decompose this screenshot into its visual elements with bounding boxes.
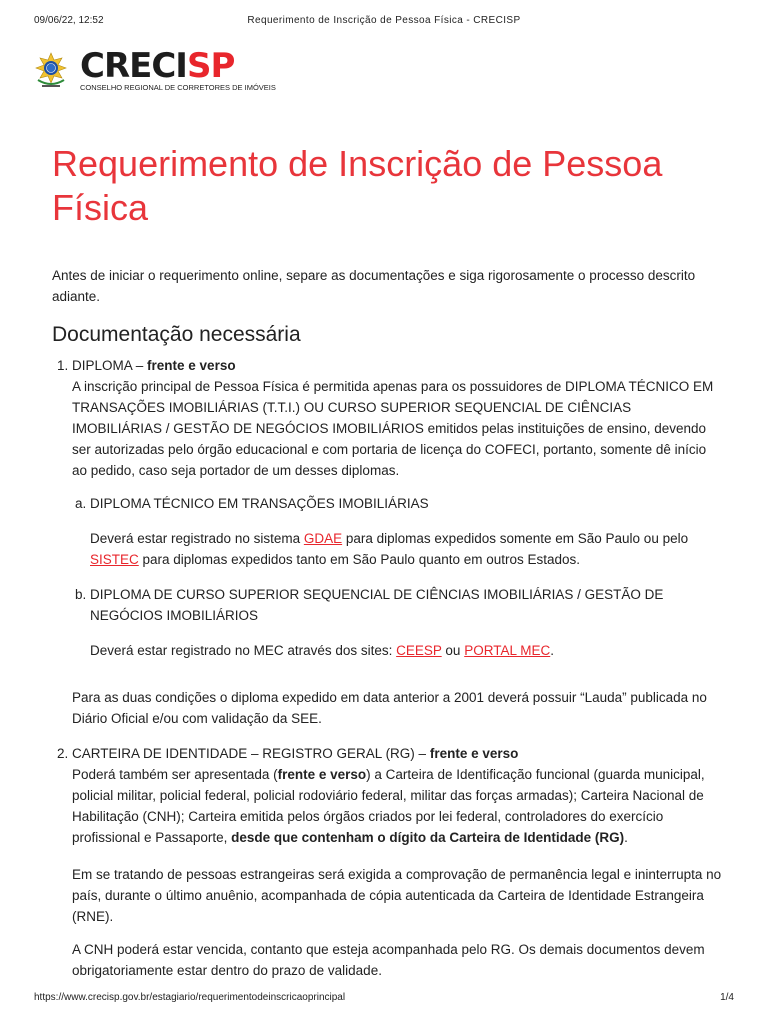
sub-b-title: DIPLOMA DE CURSO SUPERIOR SEQUENCIAL DE CIÊNCIAS IMOBILIÁRIAS / GESTÃO DE NEGÓCIOS IMOBILIÁRIOS [90,587,664,623]
diploma-description: A inscrição principal de Pessoa Física é permitida apenas para os possuidores de DIPLOMA TÉCNICO EM TRANSAÇÕES IMOBILIÁRIAS (T.T.I.) OU CURSO SUPERIOR SEQUENCIAL DE CIÊNCIAS IMOBILIÁRIAS / GESTÃO DE NEGÓCIOS IMOBILIÁRIOS emitidos pelas instituições de ensino, devendo ser autorizadas pelo órgão educacional e com portaria de licença do COFECI, portanto, somente dê início ao pedido, caso seja portador de um desses diplomas. [72,379,714,478]
brand-name-part2: SP [186,46,235,86]
identidade-p1-a: Poderá também ser apresentada ( [72,767,278,782]
sub-a-text3: para diplomas expedidos tanto em São Paulo quanto em outros Estados. [138,552,581,567]
print-datetime: 09/06/22, 12:52 [34,15,104,26]
intro-paragraph: Antes de iniciar o requerimento online, separe as documentações e siga rigorosamente o processo descrito adiante. [52,268,696,304]
page-title: Requerimento de Inscrição de Pessoa Física [52,143,663,228]
brasil-coat-of-arms-icon [34,52,68,90]
identidade-p1 [72,767,705,845]
sub-b-text3: . [550,643,554,658]
sub-b-text1: Deverá estar registrado no MEC através dos sites: [90,643,397,658]
diploma-note: Para as duas condições o diploma expedido em data anterior a 2001 deverá possuir “Lauda” publicada no Diário Oficial e/ou com validação da SEE. [72,690,707,726]
brand-name [80,48,276,84]
sublist-item-tecnico [90,493,724,570]
diploma-label-bold: frente e verso [147,358,236,373]
main-content [52,142,724,981]
sub-a-text1: Deverá estar registrado no sistema [90,531,304,546]
identidade-p1-b: ) a Carteira de Identificação funcional (guarda municipal, policial militar, policial federal, policial rodoviário federal, militar das forças armadas); Carteira Nacional de Habilitação (CNH); Carteira emitida pelos órgãos criados por lei federal, controladores do exercício profissional e Passaporte, [72,767,705,845]
identidade-p3: A CNH poderá estar vencida, contanto que esteja acompanhada pelo RG. Os demais documentos devem obrigatoriamente estar dentro do prazo de validade. [72,942,705,978]
print-url: https://www.crecisp.gov.br/estagiario/requerimentodeinscricaoprincipal [34,992,346,1003]
diploma-sublist [72,493,724,661]
identidade-label-bold: frente e verso [429,746,519,761]
print-header [34,15,734,29]
identidade-p1-c: . [624,830,628,845]
page-number: 1/4 [720,992,734,1003]
list-item-identidade [72,743,724,981]
sub-a-description [90,528,724,570]
list-item-diploma [72,355,724,729]
identidade-p1-bold2: desde que contenham o dígito da Carteira de Identidade (RG) [231,830,625,845]
section-heading: Documentação necessária [52,323,301,346]
ceesp-link[interactable]: CEESP [396,643,442,658]
sublist-item-superior [90,584,724,661]
diploma-label: DIPLOMA – [72,358,148,373]
sub-b-text2: ou [441,643,465,658]
identidade-p1-bold1: frente e verso [277,767,367,782]
brand-subtitle: CONSELHO REGIONAL DE CORRETORES DE IMÓVEIS [80,83,276,92]
documents-list [52,355,724,981]
gdae-link[interactable]: GDAE [303,531,343,546]
portal-mec-link[interactable]: PORTAL MEC [464,643,551,658]
identidade-p2: Em se tratando de pessoas estrangeiras será exigida a comprovação de permanência legal e ininterrupta no país, durante o último anuênio, acompanhada de cópia autenticada da Carteira de Identidade Estrangeira (RNE). [72,867,722,924]
print-page-title: Requerimento de Inscrição de Pessoa Física - CRECISP [247,15,521,26]
sistec-link[interactable]: SISTEC [90,552,139,567]
sub-b-description [90,640,724,661]
sub-a-title: DIPLOMA TÉCNICO EM TRANSAÇÕES IMOBILIÁRIAS [90,496,429,511]
identidade-label: CARTEIRA DE IDENTIDADE – REGISTRO GERAL (RG) – [72,746,430,761]
brand-name-part1: CRECI [80,46,187,86]
sub-a-text2: para diplomas expedidos somente em São Paulo ou pelo [342,531,689,546]
